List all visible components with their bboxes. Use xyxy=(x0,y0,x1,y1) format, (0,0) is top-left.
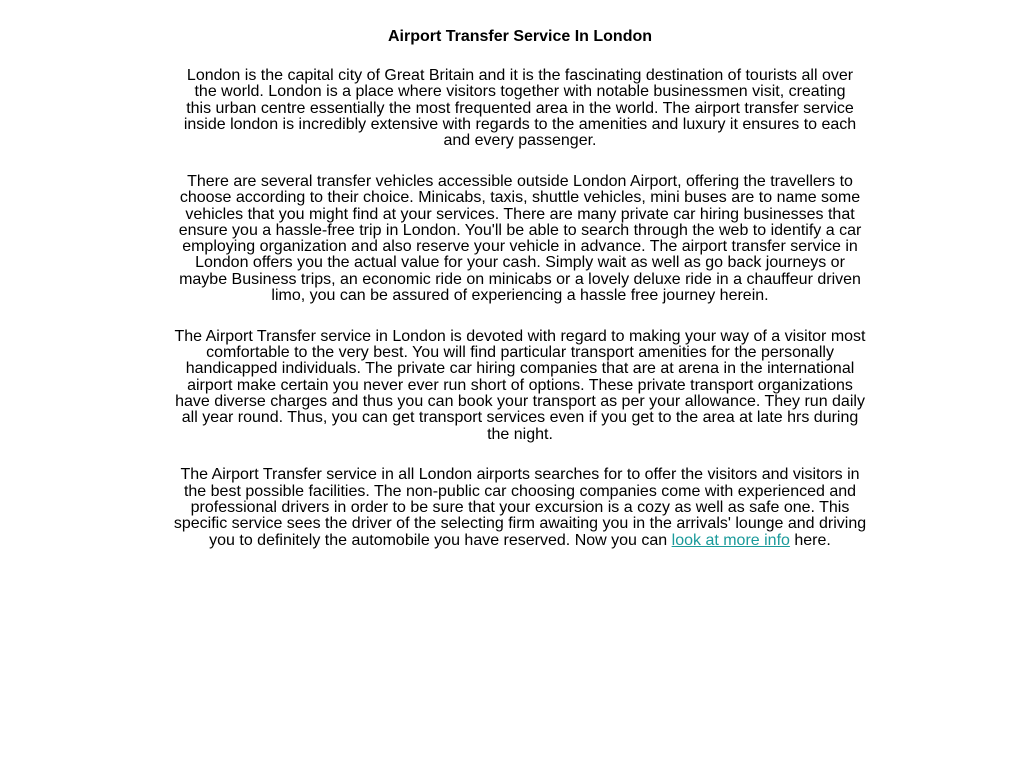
paragraph-closing xyxy=(170,467,870,548)
paragraph-vehicles: There are several transfer vehicles accessible outside London Airport, offering the travellers to choose according to their choice. Minicabs, taxis, shuttle vehicles, mini buses are to name some vehicles that you might find at your services. There are many private car hiring businesses that ensure you a hassle-free trip in London. You'll be able to search through the web to identify a car employing organization and also reserve your vehicle in advance. The airport transfer service in London offers you the actual value for your cash. Simply wait as well as go back journeys or maybe Business trips, an economic ride on minicabs or a lovely deluxe ride in a chauffeur driven limo, you can be assured of experiencing a hassle free journey herein. xyxy=(178,172,862,305)
document-page xyxy=(170,27,870,573)
paragraph-service: The Airport Transfer service in London is devoted with regard to making your way of a visitor most comfortable to the very best. You will find particular transport amenities for the personally handicapped individuals. The private car hiring companies that are at arena in the international airport make certain you never ever run short of options. These private transport organizations have diverse charges and thus you can book your transport as per your allowance. They run daily all year round. Thus, you can get transport services even if you get to the area at late hrs during the night. xyxy=(174,327,866,443)
paragraph-intro: London is the capital city of Great Britain and it is the fascinating destination of tourists all over the world. London is a place where visitors together with notable businessmen visit, creating this urban centre essentially the most frequented area in the world. The airport transfer service inside london is incredibly extensive with regards to the amenities and luxury it ensures to each and every passenger. xyxy=(183,67,857,150)
closing-text-before-link: The Airport Transfer service in all London airports searches for to offer the visitors and visitors in the best possible facilities. The non-public car choosing companies come with experienced and professional drivers in order to be sure that your excursion is a cozy as well as safe one. This specific service sees the driver of the selecting firm awaiting you in the arrivals' lounge and driving you to definitely the automobile you have reserved. Now you can xyxy=(173,466,867,549)
document-title: Airport Transfer Service In London xyxy=(387,28,653,45)
closing-text-after-link: here. xyxy=(789,531,831,549)
more-info-link[interactable]: look at more info xyxy=(671,531,790,549)
